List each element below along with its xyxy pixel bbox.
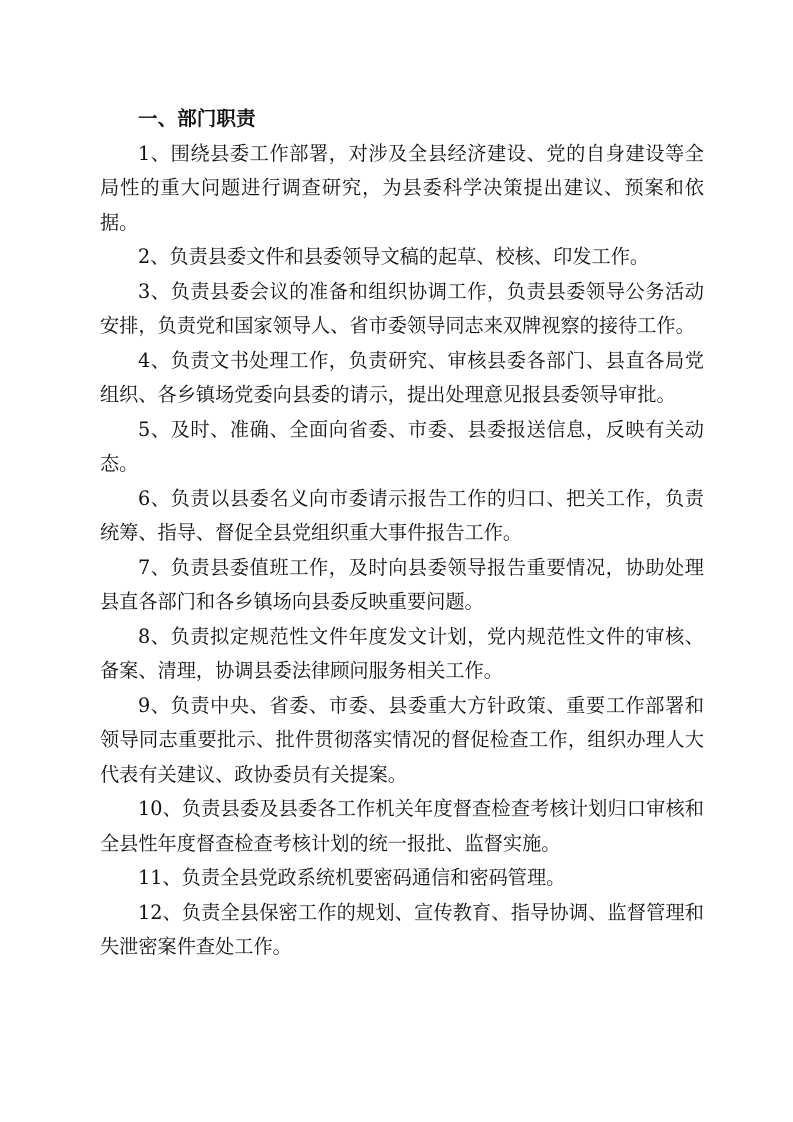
- duty-item-7: 7、负责县委值班工作，及时向县委领导报告重要情况，协助处理县直各部门和各乡镇场向县委反映重要问题。: [100, 555, 704, 613]
- duty-item-2: 2、负责县委文件和县委领导文稿的起草、校核、印发工作。: [138, 245, 650, 268]
- duty-item-12: 12、负责全县保密工作的规划、宣传教育、指导协调、监督管理和失泄密案件查处工作。: [100, 900, 704, 958]
- section-heading: 一、部门职责: [138, 107, 256, 130]
- duty-item-11: 11、负责全县党政系统机要密码通信和密码管理。: [138, 866, 566, 889]
- duty-item-6: 6、负责以县委名义向市委请示报告工作的归口、把关工作，负责统筹、指导、督促全县党组织重大事件报告工作。: [100, 486, 704, 544]
- duty-item-8: 8、负责拟定规范性文件年度发文计划，党内规范性文件的审核、备案、清理，协调县委法律顾问服务相关工作。: [100, 624, 704, 682]
- duty-item-4: 4、负责文书处理工作，负责研究、审核县委各部门、县直各局党组织、各乡镇场党委向县委的请示，提出处理意见报县委领导审批。: [100, 348, 704, 406]
- duty-item-9: 9、负责中央、省委、市委、县委重大方针政策、重要工作部署和领导同志重要批示、批件贯彻落实情况的督促检查工作，组织办理人大代表有关建议、政协委员有关提案。: [100, 693, 704, 786]
- duty-item-1: 1、围绕县委工作部署，对涉及全县经济建设、党的自身建设等全局性的重大问题进行调查研究，为县委科学决策提出建议、预案和依据。: [100, 141, 704, 234]
- document-page: [100, 102, 704, 965]
- duty-item-10: 10、负责县委及县委各工作机关年度督查检查考核计划归口审核和全县性年度督查检查考核计划的统一报批、监督实施。: [100, 797, 704, 855]
- duty-item-5: 5、及时、准确、全面向省委、市委、县委报送信息，反映有关动态。: [100, 417, 704, 475]
- duty-item-3: 3、负责县委会议的准备和组织协调工作，负责县委领导公务活动安排，负责党和国家领导人、省市委领导同志来双牌视察的接待工作。: [100, 279, 704, 337]
